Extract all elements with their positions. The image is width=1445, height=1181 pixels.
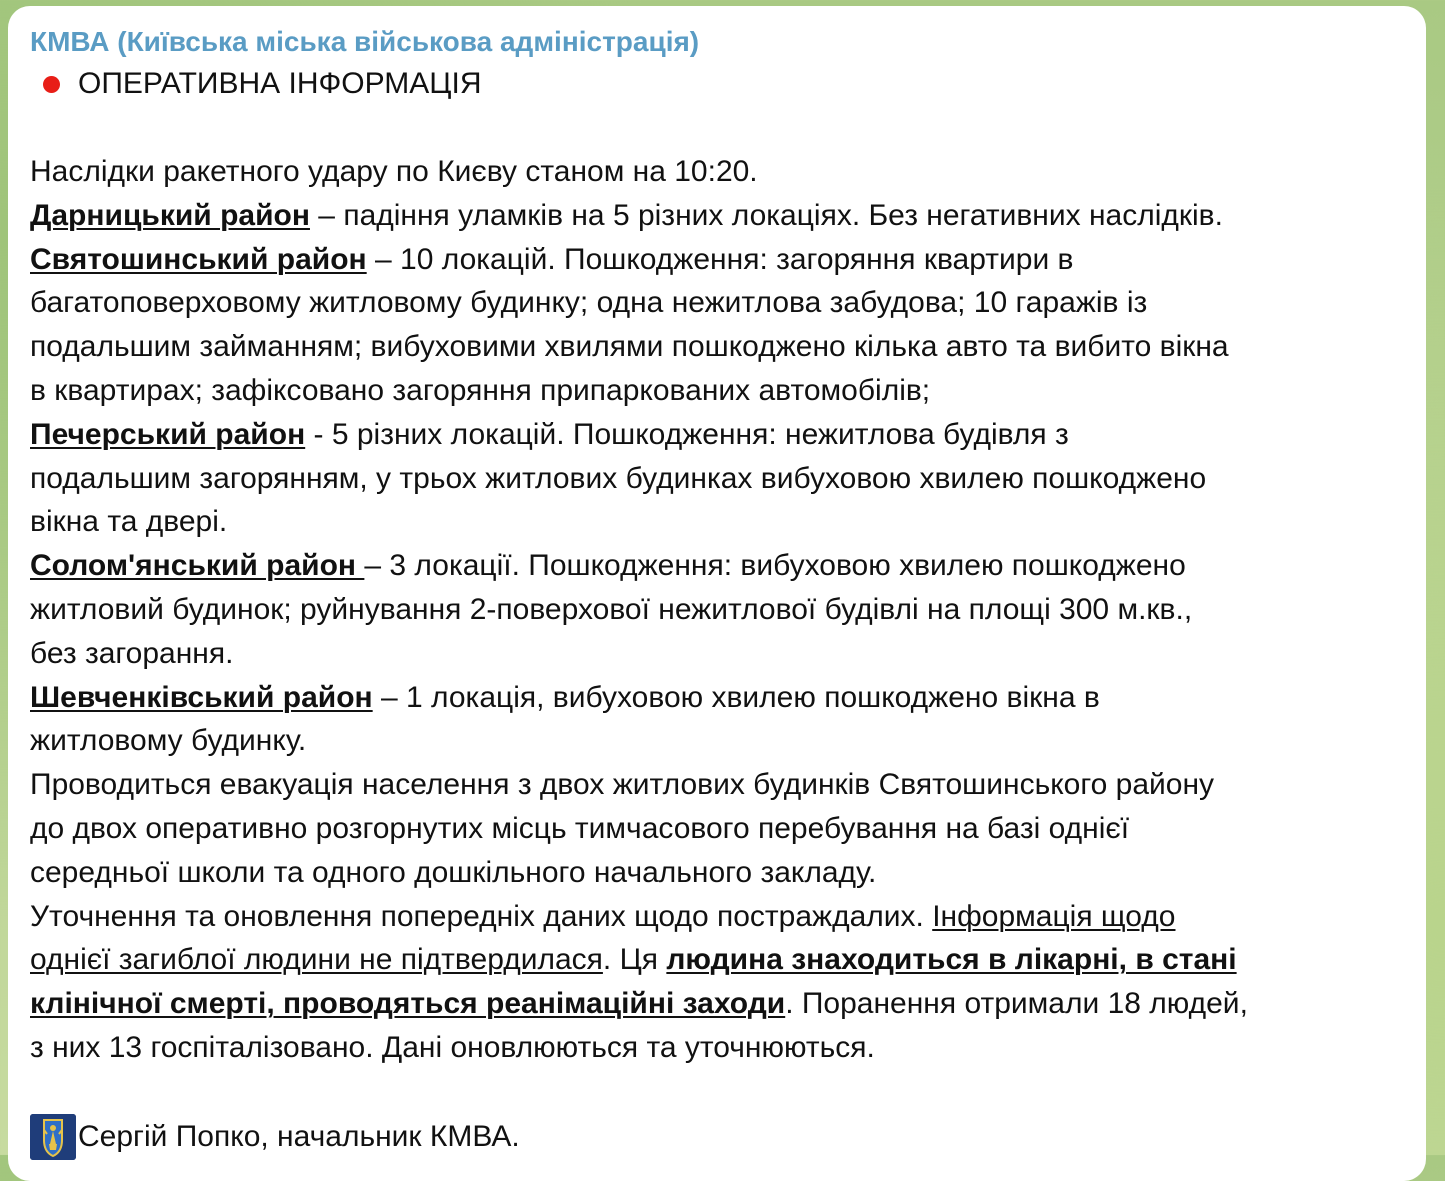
message-body	[30, 150, 1406, 1070]
sviatoshynskyi-line-1	[30, 238, 1406, 282]
district-sviatoshynskyi: Святошинський район	[30, 242, 367, 276]
solomianskyi-line-2: житловий будинок; руйнування 2-поверхової нежитлової будівлі на площі 300 м.кв.,	[30, 592, 1193, 626]
headline-text: ОПЕРАТИВНА ІНФОРМАЦІЯ	[78, 67, 482, 100]
red-circle-icon	[43, 76, 60, 93]
intro-line: Наслідки ракетного удару по Києву станом на 10:20.	[30, 155, 758, 188]
sviatoshynskyi-line-3: подальшим займанням; вибуховими хвилями пошкоджено кілька авто та вибито вікна	[30, 330, 1229, 364]
signature-text: Сергій Попко, начальник КМВА.	[78, 1119, 520, 1153]
darnytskyi-line	[30, 194, 1406, 238]
message-bubble	[8, 6, 1426, 1181]
darnytskyi-text: – падіння уламків на 5 різних локаціях. Без негативних наслідків.	[309, 198, 1223, 232]
solomianskyi-line-1	[30, 544, 1406, 588]
evacuation-line-2: до двох оперативно розгорнутих місць тимчасового перебування на базі однієї	[30, 811, 1130, 845]
signature	[30, 1114, 1406, 1160]
evacuation-line-1: Проводиться евакуація населення з двох житлових будинків Святошинського району	[30, 768, 1215, 802]
clarification-text-2b: . Ця	[602, 943, 667, 977]
clarification-underlined-1: Інформація щодо	[932, 899, 1176, 933]
channel-name[interactable]: КМВА (Київська міська військова адміністрація)	[30, 26, 700, 57]
kyiv-coat-of-arms-icon	[30, 1114, 76, 1160]
clarification-text-1a: Уточнення та оновлення попередніх даних щодо постраждалих.	[30, 899, 933, 933]
district-solomianskyi: Солом'янський район	[30, 549, 365, 583]
solomianskyi-line-3: без загорання.	[30, 636, 234, 670]
evacuation-line-3: середньої школи та одного дошкільного начального закладу.	[30, 855, 877, 889]
clarification-bold-underlined-3: клінічної смерті, проводяться реанімаційні заходи	[30, 987, 786, 1021]
pecherskyi-line-2: подальшим загорянням, у трьох житлових будинках вибуховою хвилею пошкоджено	[30, 461, 1207, 495]
clarification-bold-underlined-2: людина знаходиться в лікарні, в стані	[666, 943, 1237, 977]
clarification-line-4: з них 13 госпіталізовано. Дані оновлюються та уточнюються.	[30, 1030, 875, 1064]
clarification-line-3	[30, 982, 1406, 1026]
pecherskyi-line-3: вікна та двері.	[30, 505, 228, 539]
clarification-line-1	[30, 895, 1406, 939]
clarification-underlined-2: однієї загиблої людини не підтвердилася	[30, 943, 603, 977]
clarification-line-2	[30, 938, 1406, 982]
kyiv-coat-of-arms-svg	[30, 1114, 76, 1160]
district-shevchenkivskyi: Шевченківський район	[30, 680, 373, 714]
clarification-text-3b: . Поранення отримали 18 людей,	[785, 987, 1248, 1021]
headline	[30, 62, 1406, 106]
shevchenkivskyi-line-1	[30, 676, 1406, 720]
pecherskyi-text-1: - 5 різних локацій. Пошкодження: нежитлова будівля з	[305, 417, 1069, 451]
solomianskyi-text-1: – 3 локації. Пошкодження: вибуховою хвилею пошкоджено	[364, 549, 1186, 583]
district-darnytskyi: Дарницький район	[30, 198, 310, 232]
sviatoshynskyi-line-2: багатоповерховому житловому будинку; одна нежитлова забудова; 10 гаражів із	[30, 286, 1148, 320]
shevchenkivskyi-text-1: – 1 локація, вибуховою хвилею пошкоджено вікна в	[372, 680, 1100, 714]
sviatoshynskyi-line-4: в квартирах; зафіксовано загоряння припаркованих автомобілів;	[30, 373, 931, 407]
district-pecherskyi: Печерський район	[30, 417, 306, 451]
sviatoshynskyi-text-1: – 10 локацій. Пошкодження: загоряння квартири в	[366, 242, 1074, 276]
pecherskyi-line-1	[30, 413, 1406, 457]
shevchenkivskyi-line-2: житловому будинку.	[30, 724, 307, 758]
